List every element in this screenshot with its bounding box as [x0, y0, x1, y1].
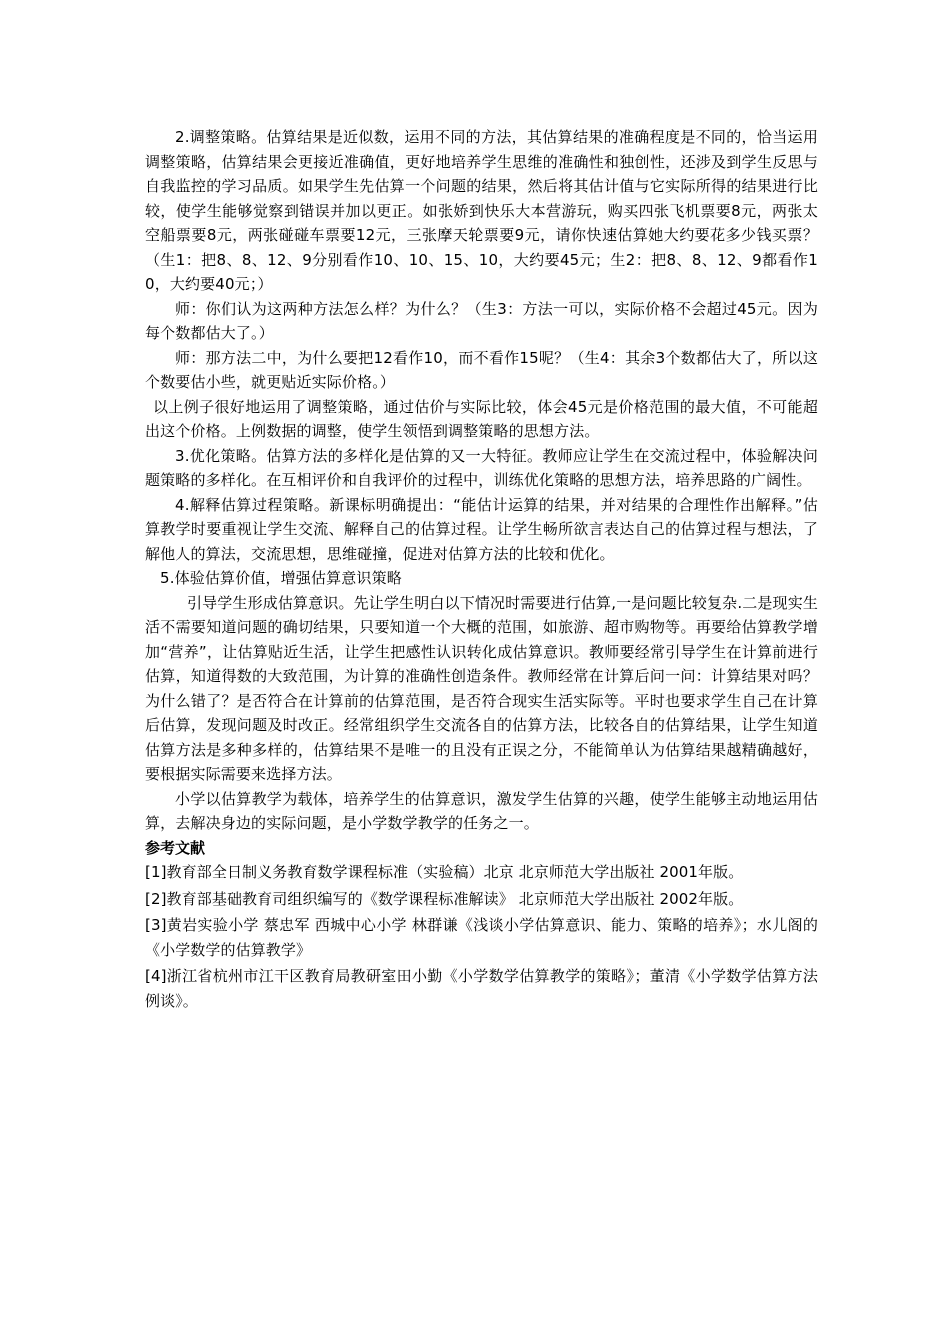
reference-item-1: [1]教育部全日制义务教育数学课程标准（实验稿）北京 北京师范大学出版社 2001年版。 — [145, 863, 744, 881]
reference-item-4: [4]浙江省杭州市江干区教育局教研室田小勤《小学数学估算教学的策略》；董清《小学数学估算方法例谈》。 — [145, 967, 818, 1010]
paragraph-teacher-question-2: 师：那方法二中，为什么要把12看作10，而不看作15呢？（生4：其余3个数都估大了，所以这个数要估小些，就更贴近实际价格。） — [145, 348, 818, 391]
reference-item-2: [2]教育部基础教育司组织编写的《数学课程标准解读》 北京师范大学出版社 2002年版。 — [145, 889, 744, 908]
document-body — [145, 125, 818, 1013]
paragraph-optimize-strategy: 3.优化策略。估算方法的多样化是估算的又一大特征。教师应让学生在交流过程中，体验解决问题策略的多样化。在互相评价和自我评价的过程中，训练优化策略的思想方法，培养思路的广阔性。 — [145, 446, 818, 489]
references-heading: 参考文献 — [145, 838, 206, 857]
paragraph-value-strategy-title: 5.体验估算价值，增强估算意识策略 — [160, 569, 402, 587]
reference-item-3: [3]黄岩实验小学 蔡忠军 西城中心小学 林群谦《浅谈小学估算意识、能力、策略的培养》；水儿阁的《小学数学的估算教学》 — [145, 916, 818, 959]
paragraph-adjust-strategy: 2.调整策略。估算结果是近似数，运用不同的方法，其估算结果的准确程度是不同的，恰当运用调整策略，估算结果会更接近准确值，更好地培养学生思维的准确性和独创性，还涉及到学生反思与自我监控的学习品质。如果学生先估算一个问题的结果，然后将其估计值与它实际所得的结果进行比较，使学生能够觉察到错误并加以更正。如张娇到快乐大本营游玩，购买四张飞机票要8元，两张太空船票要8元，两张碰碰车票要12元，三张摩天轮票要9元，请你快速估算她大约要花多少钱买票？（生1：把8、8、12、9分别看作10、10、15、10，大约要45元；生2：把8、8、12、9都看作10，大约要40元；） — [145, 128, 818, 293]
paragraph-conclusion: 小学以估算教学为载体，培养学生的估算意识，激发学生估算的兴趣，使学生能够主动地运用估算，去解决身边的实际问题，是小学数学教学的任务之一。 — [145, 789, 818, 832]
paragraph-example-summary: 以上例子很好地运用了调整策略，通过估价与实际比较，体会45元是价格范围的最大值，不可能超出这个价格。上例数据的调整，使学生领悟到调整策略的思想方法。 — [145, 397, 818, 440]
paragraph-estimation-awareness: 引导学生形成估算意识。先让学生明白以下情况时需要进行估算,一是问题比较复杂.二是现实生活不需要知道问题的确切结果，只要知道一个大概的范围，如旅游、超市购物等。再要给估算教学增加“营养”，让估算贴近生活，让学生把感性认识转化成估算意识。教师要经常引导学生在计算前进行估算，知道得数的大致范围，为计算的准确性创造条件。教师经常在计算后问一问：计算结果对吗？为什么错了？是否符合在计算前的估算范围，是否符合现实生活实际等。平时也要求学生自己在计算后估算，发现问题及时改正。经常组织学生交流各自的估算方法，比较各自的估算结果，让学生知道估算方法是多种多样的，估算结果不是唯一的且没有正误之分，不能简单认为估算结果越精确越好，要根据实际需要来选择方法。 — [145, 593, 818, 783]
paragraph-teacher-question-1: 师：你们认为这两种方法怎么样？为什么？（生3：方法一可以，实际价格不会超过45元。因为每个数都估大了。） — [145, 299, 818, 342]
paragraph-explain-strategy: 4.解释估算过程策略。新课标明确提出：“能估计运算的结果，并对结果的合理性作出解释。”估算教学时要重视让学生交流、解释自己的估算过程。让学生畅所欲言表达自己的估算过程与想法，了解他人的算法，交流思想，思维碰撞，促进对估算方法的比较和优化。 — [145, 495, 818, 563]
